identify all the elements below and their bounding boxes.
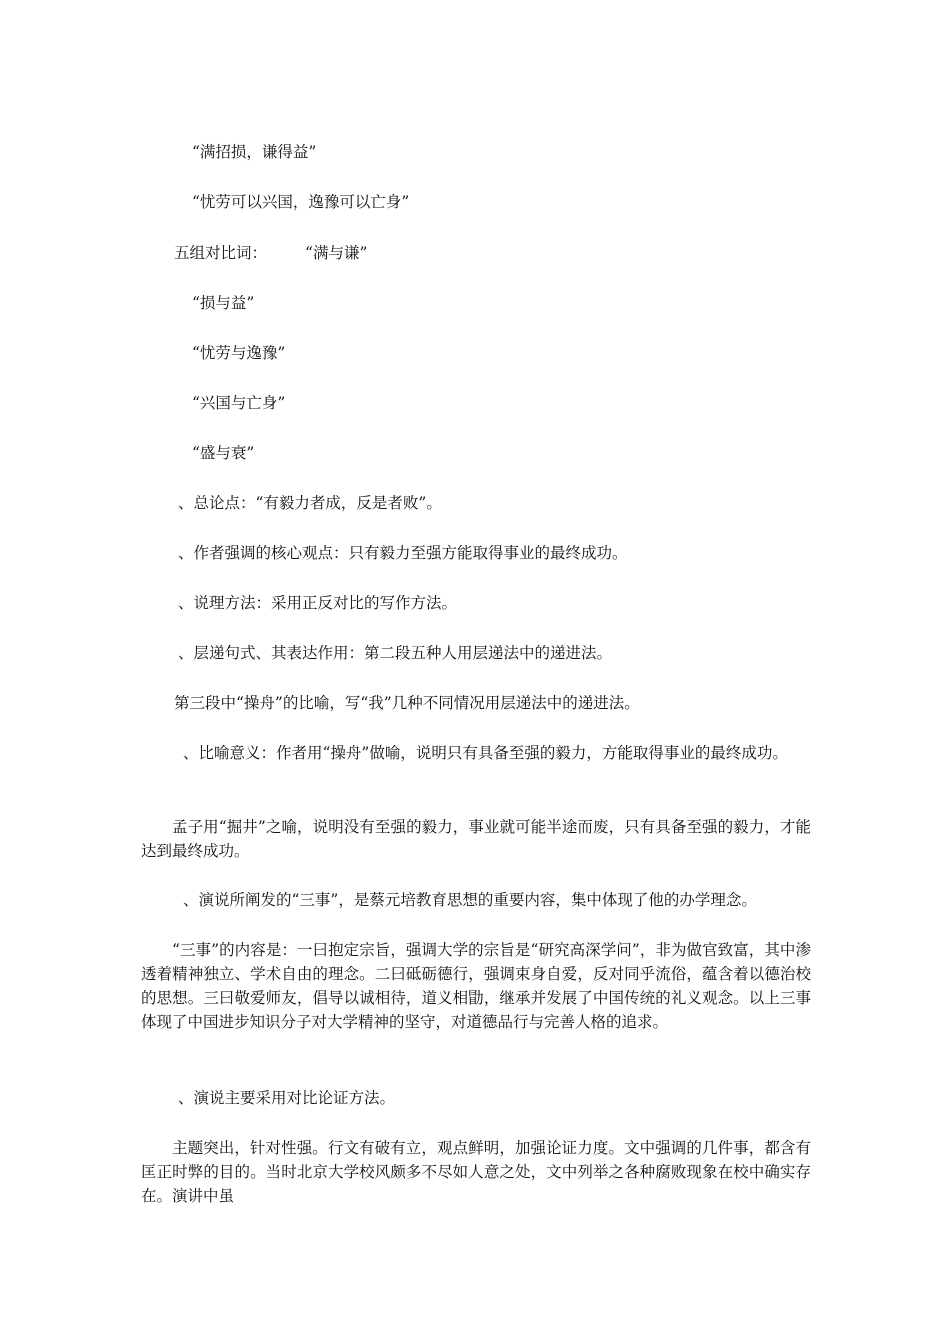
progression-line: 、层递句式、其表达作用：第二段五种人用层递法中的递进法。 xyxy=(178,644,613,662)
argument-method-line: 、说理方法：采用正反对比的写作方法。 xyxy=(178,594,458,612)
main-thesis-line: 、总论点：“有毅力者成，反是者败”。 xyxy=(178,494,442,512)
contrast-argument-line: 、演说主要采用对比论证方法。 xyxy=(178,1089,396,1107)
quote-line-2: “忧劳可以兴国，逸豫可以亡身” xyxy=(192,193,410,211)
contrast-pair-2: “损与益” xyxy=(192,294,255,312)
core-view-line: 、作者强调的核心观点：只有毅力至强方能取得事业的最终成功。 xyxy=(178,544,628,562)
theme-paragraph: 主题突出，针对性强。行文有破有立，观点鲜明，加强论证力度。文中强调的几件事，都含有匡正时弊的目的。当时北京大学校风颇多不尽如人意之处，文中列举之各种腐败现象在校中确实存在。演讲中虽 xyxy=(141,1139,811,1205)
contrast-pair-3: “忧劳与逸豫” xyxy=(192,344,286,362)
three-matters-intro-paragraph: 、演说所阐发的“三事”，是蔡元培教育思想的重要内容，集中体现了他的办学理念。 xyxy=(183,891,757,909)
mencius-paragraph: 孟子用“掘井”之喻，说明没有至强的毅力，事业就可能半途而废，只有具备至强的毅力，才能达到最终成功。 xyxy=(141,818,811,860)
contrast-words-heading xyxy=(174,241,367,265)
contrast-pair-1: “满与谦” xyxy=(305,244,368,262)
contrast-pair-4: “兴国与亡身” xyxy=(192,394,286,412)
contrast-words-label: 五组对比词： xyxy=(174,244,268,262)
contrast-pair-5: “盛与衰” xyxy=(192,444,255,462)
metaphor-meaning-paragraph: 、比喻意义：作者用“操舟”做喻，说明只有具备至强的毅力，方能取得事业的最终成功。 xyxy=(183,744,788,762)
three-matters-content-paragraph: “三事”的内容是：一曰抱定宗旨，强调大学的宗旨是“研究高深学问”，非为做官致富，其中渗透着精神独立、学术自由的理念。二曰砥砺德行，强调束身自爱，反对同乎流俗，蕴含着以德治校的思想。三曰敬爱师友，倡导以诚相待，道义相勖，继承并发展了中国传统的礼义观念。以上三事体现了中国进步知识分子对大学精神的坚守，对道德品行与完善人格的追求。 xyxy=(141,941,811,1031)
quote-line-1: “满招损，谦得益” xyxy=(192,143,317,161)
third-section-line: 第三段中“操舟”的比喻，写“我”几种不同情况用层递法中的递进法。 xyxy=(174,694,640,712)
